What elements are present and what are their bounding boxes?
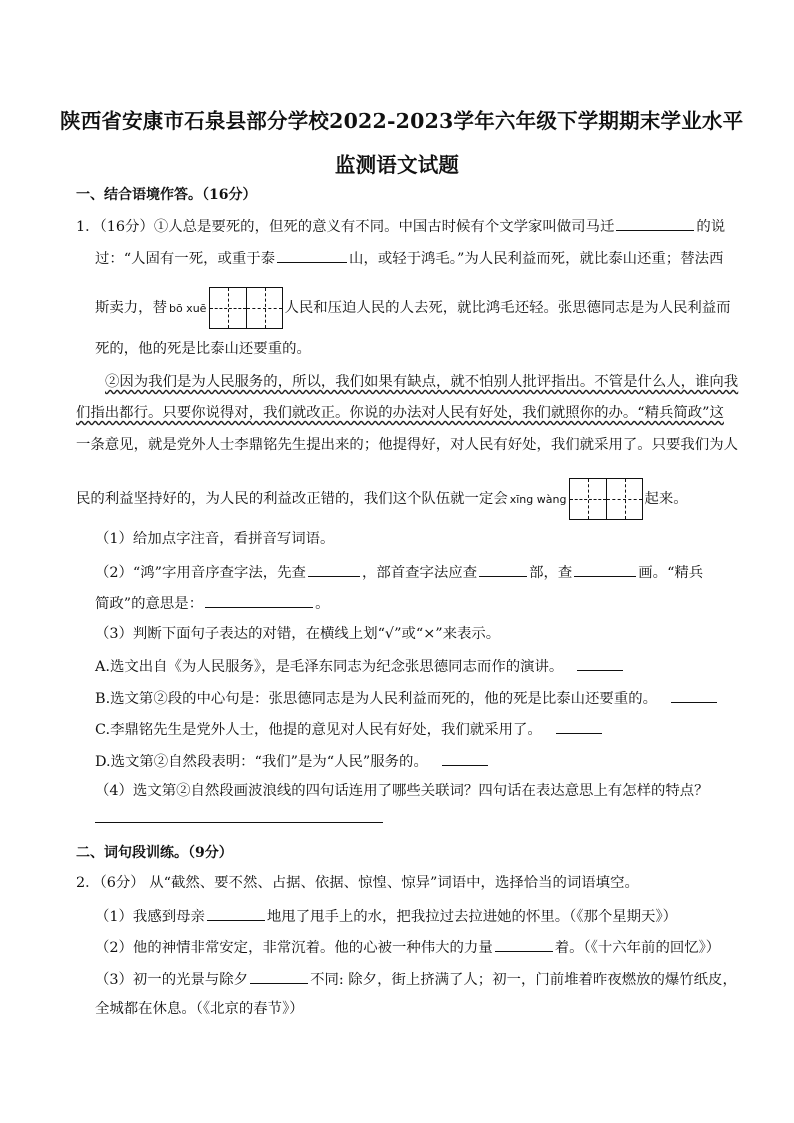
exam-title-line1: 陕西省安康市石泉县部分学校2022-2023学年六年级下学期期末学业水平 [60,109,744,133]
q1-option-d: D.选文第②自然段表明：“我们”是为“人民”服务的。 [95,751,490,771]
blank-jingbingjianzheng[interactable] [205,593,313,608]
q1-line7: 一条意见，就是党外人士李鼎铭先生提出来的；他提得好，对人民有好处，我们就采用了。只要我们为人 [76,437,738,453]
blank-judge-b[interactable] [671,688,717,703]
blank-author[interactable] [616,216,694,231]
q2-item3-cont: 全城都在休息。（《北京的春节》） [95,1001,304,1017]
wavy-sentence-1: ②因为我们是为人民服务的，所以，我们如果有缺点，就不怕别人批评指出。不管是什么人，谁向我 [105,374,739,390]
blank-q2-3[interactable] [250,969,308,984]
wavy-sentence-2: 们指出都行。只要你说得对，我们就改正。你说的办法对人民有好处，我们就照你的办。“精兵简政”这 [76,405,724,421]
section2-heading: 二、词句段训练。（9分） [76,845,233,861]
q1-sub4: （4）选文第②自然段画波浪线的四句话连用了哪些关联词？四句话在表达意思上有怎样的特点？ [95,783,709,799]
q1-option-c: C.李鼎铭先生是党外人士，他提的意见对人民有好处，我们就采用了。 [95,719,604,739]
answer-line-sub4[interactable] [95,822,383,823]
q1-sub1: （1）给加点字注音，看拼音写词语。 [95,531,335,547]
pinyin-xingwang: xīng wàng [509,493,567,506]
tianzige-xingwang[interactable] [569,478,643,520]
q1-line3: 斯卖力，替 bō xuē 人民和压迫人民的人去死，就比鸿毛还轻。张思德同志是为人民利益而 [95,287,731,330]
q1-sub3: （3）判断下面句子表达的对错，在横线上划“√”或“×”来表示。 [95,626,501,642]
blank-q2-2[interactable] [495,937,553,952]
q1-line4: 死的，他的死是比泰山还要重的。 [95,341,311,357]
blank-yinxu[interactable] [308,562,360,577]
exam-title-line2: 监测语文试题 [334,153,460,177]
section1-heading: 一、结合语境作答。（16分） [76,187,257,203]
q1-line2: 过：“人固有一死，或重于泰 山，或轻于鸿毛。”为人民利益而死，就比泰山还重；替法西 [95,248,723,268]
q1-sub2: （2）“鸿”字用音序查字法，先查 ，部首查字法应查 部，查 画。“精兵 [95,562,703,582]
pinyin-boxue: bō xuē [168,302,207,315]
q1-option-b: B.选文第②段的中心句是：张思德同志是为人民利益而死的，他的死是比泰山还要重的。 [95,688,719,708]
q1-line6 [76,404,724,422]
q1-sub2-cont: 简政”的意思是： 。 [95,593,330,613]
blank-judge-a[interactable] [577,656,623,671]
blank-q2-1[interactable] [207,906,265,921]
blank-judge-d[interactable] [442,751,488,766]
q2-stem: 2．（6分） 从“截然、要不然、占据、依据、惊惶、惊异”词语中，选择恰当的词语填空。 [76,875,639,891]
blank-judge-c[interactable] [556,719,602,734]
q1-line5 [105,373,738,391]
q2-item1: （1）我感到母亲 地甩了甩手上的水，把我拉过去拉进她的怀里。（《那个星期天》） [95,906,677,926]
q1-line1: 1．（16分）①人总是要死的，但死的意义有不同。中国古时候有个文学家叫做司马迁 的说 [76,216,725,236]
tianzige-boxue[interactable] [209,287,283,329]
q2-item2: （2）他的神情非常安定，非常沉着。他的心被一种伟大的力量 着。（《十六年前的回忆》） [95,937,720,957]
q1-line8: 民的利益坚持好的，为人民的利益改正错的，我们这个队伍就一定会 xīng wàng 起来。 [76,478,688,521]
blank-huashu[interactable] [574,562,636,577]
blank-bushou[interactable] [479,562,527,577]
q2-item3: （3）初一的光景与除夕 不同: 除夕，街上挤满了人；初一，门前堆着昨夜燃放的爆竹纸皮， [95,969,737,989]
q1-option-a: A.选文出自《为人民服务》，是毛泽东同志为纪念张思德同志而作的演讲。 [95,656,625,676]
blank-taishan[interactable] [277,248,347,263]
